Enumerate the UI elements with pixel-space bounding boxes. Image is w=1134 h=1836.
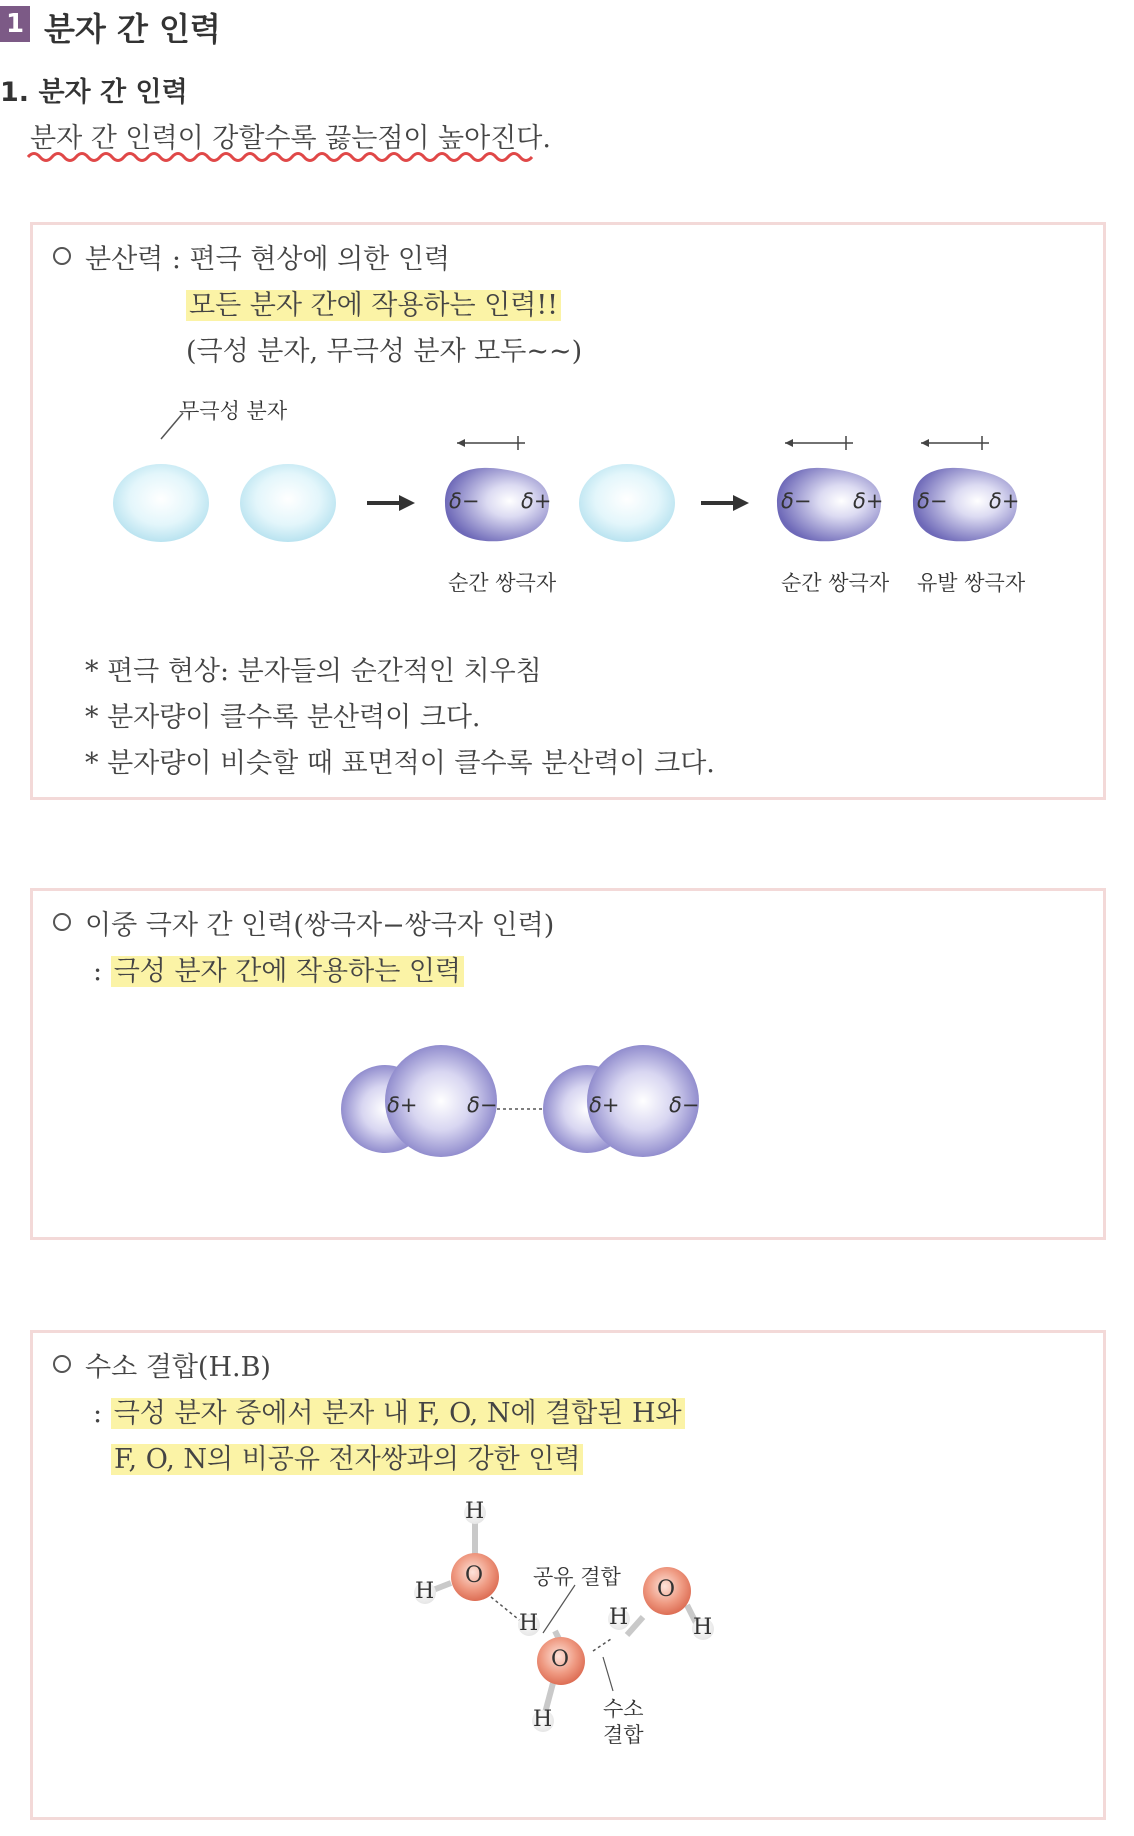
nonpolar-molecule (579, 464, 675, 542)
covalent-bond-label: 공유 결합 (533, 1565, 621, 1589)
dispersion-force-box (30, 222, 1106, 800)
dipole-arrow-icon (785, 436, 853, 450)
section-number-badge: 1 (0, 6, 30, 42)
hbond-highlight-1: : 극성 분자 중에서 분자 내 F, O, N에 결합된 H와 (93, 1391, 685, 1430)
dispersion-note-item: * 분자량이 클수록 분산력이 크다. (85, 702, 481, 733)
subsection-title: 1. 분자 간 인력 (0, 77, 188, 108)
atom-o-label: O (657, 1577, 676, 1602)
induced-dipole-label: 유발 쌍극자 (917, 571, 1026, 595)
dipole-arrow-icon (457, 436, 525, 450)
delta-minus-label: δ− (781, 489, 812, 513)
hydrogen-bond-label-1: 수소 (603, 1697, 644, 1721)
right-arrow-icon (367, 495, 415, 511)
delta-plus-label: δ+ (521, 489, 552, 513)
delta-plus-label: δ+ (989, 489, 1020, 513)
dipole-arrow-icon (921, 436, 989, 450)
delta-minus-label: δ− (917, 489, 948, 513)
wavy-underline (28, 150, 538, 164)
label-pointer (603, 1657, 613, 1691)
nonpolar-molecule (240, 464, 336, 542)
hydrogen-bond-line (593, 1639, 611, 1651)
delta-minus-label: δ− (467, 1093, 498, 1117)
delta-plus-label: δ+ (853, 489, 884, 513)
atom-o-label: O (465, 1563, 484, 1588)
hbond-highlight-2: F, O, N의 비공유 전자쌍과의 강한 인력 (111, 1437, 583, 1476)
hydrogen-bond-box (30, 1330, 1106, 1820)
atom-h-label: H (519, 1611, 539, 1636)
dispersion-note: (극성 분자, 무극성 분자 모두~~) (186, 336, 583, 367)
intro-statement: 분자 간 인력이 강할수록 끓는점이 높아진다. (30, 123, 551, 154)
delta-minus-label: δ− (669, 1093, 700, 1117)
nonpolar-molecule (113, 464, 209, 542)
dispersion-highlight: 모든 분자 간에 작용하는 인력!! (186, 283, 561, 322)
delta-plus-label: δ+ (387, 1093, 418, 1117)
atom-h-label: H (609, 1605, 629, 1630)
atom-o-label: O (551, 1647, 570, 1672)
right-arrow-icon (701, 495, 749, 511)
atom-h-label: H (693, 1615, 713, 1640)
hbond-title: 수소 결합(H.B) (53, 1345, 271, 1384)
dipole-dipole-box (30, 888, 1106, 1240)
delta-plus-label: δ+ (589, 1093, 620, 1117)
atom-h-label: H (415, 1579, 435, 1604)
section-title: 분자 간 인력 (44, 10, 221, 48)
dipole-title: 이중 극자 간 인력(쌍극자−쌍극자 인력) (53, 903, 554, 942)
dispersion-note-item: * 편극 현상: 분자들의 순간적인 치우침 (85, 656, 542, 687)
instant-dipole-label: 순간 쌍극자 (781, 571, 890, 595)
atom-h-label: H (465, 1499, 485, 1524)
nonpolar-molecule-label: 무극성 분자 (179, 399, 288, 423)
instant-dipole-label: 순간 쌍극자 (448, 571, 557, 595)
dispersion-note-item: * 분자량이 비슷할 때 표면적이 클수록 분산력이 크다. (85, 748, 715, 779)
delta-minus-label: δ− (449, 489, 480, 513)
atom-h-label: H (533, 1707, 553, 1732)
label-pointer (543, 1585, 575, 1633)
hydrogen-bond-label-2: 결합 (603, 1723, 644, 1747)
dipole-highlight: : 극성 분자 간에 작용하는 인력 (93, 949, 464, 988)
dipole-diagram (33, 891, 1109, 1243)
dispersion-title: 분산력 : 편극 현상에 의한 인력 (53, 237, 450, 276)
